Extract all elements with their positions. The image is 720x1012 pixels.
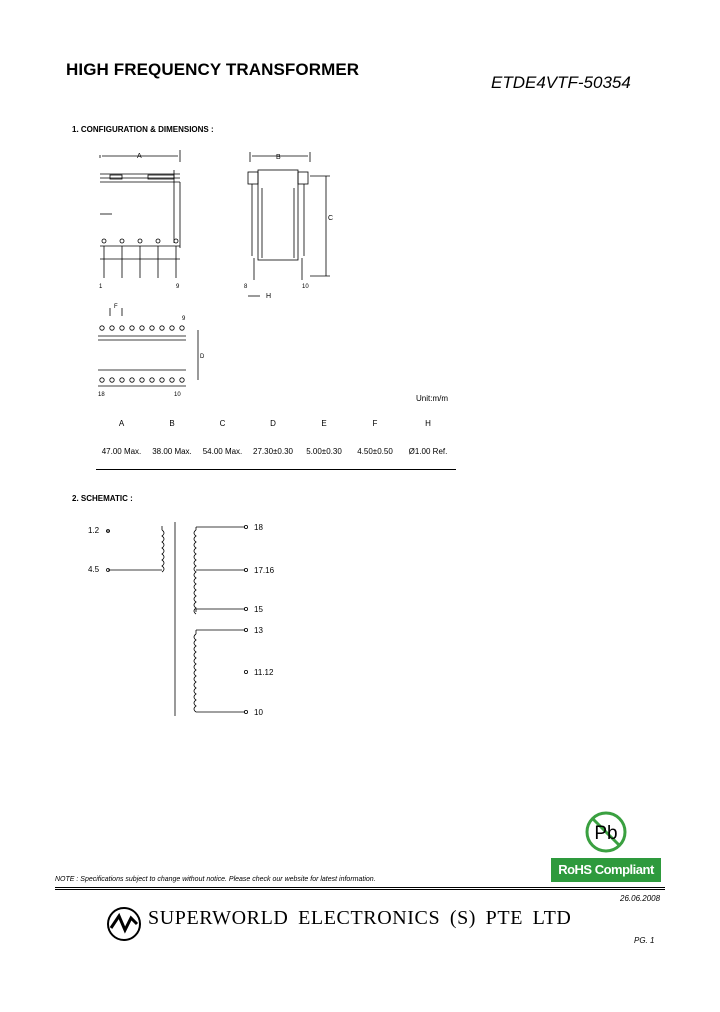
dim-header: A <box>118 418 125 428</box>
footer-divider <box>55 887 665 888</box>
pin-label-10b: 10 <box>174 392 181 398</box>
page-number: PG. 1 <box>634 936 655 945</box>
pin-label-1: 1 <box>99 284 103 290</box>
schematic-pin-right: 17.16 <box>254 566 275 575</box>
document-date: 26.06.2008 <box>620 894 661 903</box>
section-1-heading: 1. CONFIGURATION & DIMENSIONS : <box>72 125 214 134</box>
footer-divider <box>55 889 665 890</box>
pin-label-18: 18 <box>98 392 105 398</box>
pin-label-8: 8 <box>244 284 248 290</box>
schematic-pin-left: 1.2 <box>88 526 100 535</box>
bottom-view-drawing <box>94 300 214 400</box>
dim-label-h: H <box>266 293 272 300</box>
dim-header: H <box>425 418 431 428</box>
dim-label-d: D <box>200 354 205 360</box>
lead-free-icon <box>582 808 630 856</box>
pin-label-9: 9 <box>176 284 180 290</box>
dim-label-f: F <box>114 304 118 310</box>
schematic-diagram <box>80 516 320 726</box>
dim-value: 54.00 Max. <box>197 433 248 470</box>
dim-header: F <box>372 418 378 428</box>
schematic-pin-left: 4.5 <box>88 565 100 574</box>
pin-label-9b: 9 <box>182 316 186 322</box>
pin-label-10: 10 <box>302 284 309 290</box>
company-name: SUPERWORLD ELECTRONICS (S) PTE LTD <box>148 907 572 929</box>
footer-note: NOTE : Specifications subject to change without notice. Please check our website for latest information. <box>55 876 376 883</box>
dim-header: C <box>219 418 226 428</box>
dimensions-value-row <box>96 433 456 470</box>
document-title: HIGH FREQUENCY TRANSFORMER <box>66 60 360 79</box>
schematic-pin-right: 10 <box>254 708 263 717</box>
dimensions-table <box>96 413 456 470</box>
unit-label: Unit:m/m <box>416 394 448 403</box>
section-2-heading: 2. SCHEMATIC : <box>72 494 133 503</box>
dim-label-b: B <box>276 154 281 161</box>
dimensions-header-row <box>96 413 456 433</box>
dim-value: 27.30±0.30 <box>248 433 298 470</box>
dim-value: Ø1.00 Ref. <box>400 433 456 470</box>
dim-value: 4.50±0.50 <box>350 433 400 470</box>
schematic-pin-right: 13 <box>254 626 263 635</box>
dim-header: D <box>270 418 276 428</box>
front-view-drawing <box>96 148 196 290</box>
pb-label: Pb <box>594 823 618 844</box>
dim-value: 47.00 Max. <box>96 433 147 470</box>
schematic-pin-right: 15 <box>254 605 263 614</box>
schematic-pin-right: 11.12 <box>254 668 274 677</box>
side-view-drawing <box>240 148 340 300</box>
schematic-pin-right: 18 <box>254 523 263 532</box>
part-number: ETDE4VTF-50354 <box>491 73 631 92</box>
dim-label-a: A <box>137 153 142 160</box>
rohs-compliant-badge: RoHS Compliant <box>551 858 661 882</box>
dim-value: 5.00±0.30 <box>298 433 350 470</box>
dim-header: B <box>169 418 175 428</box>
company-logo-icon <box>106 906 142 942</box>
dim-header: E <box>321 418 327 428</box>
dim-label-c: C <box>328 215 334 222</box>
dim-value: 38.00 Max. <box>147 433 197 470</box>
